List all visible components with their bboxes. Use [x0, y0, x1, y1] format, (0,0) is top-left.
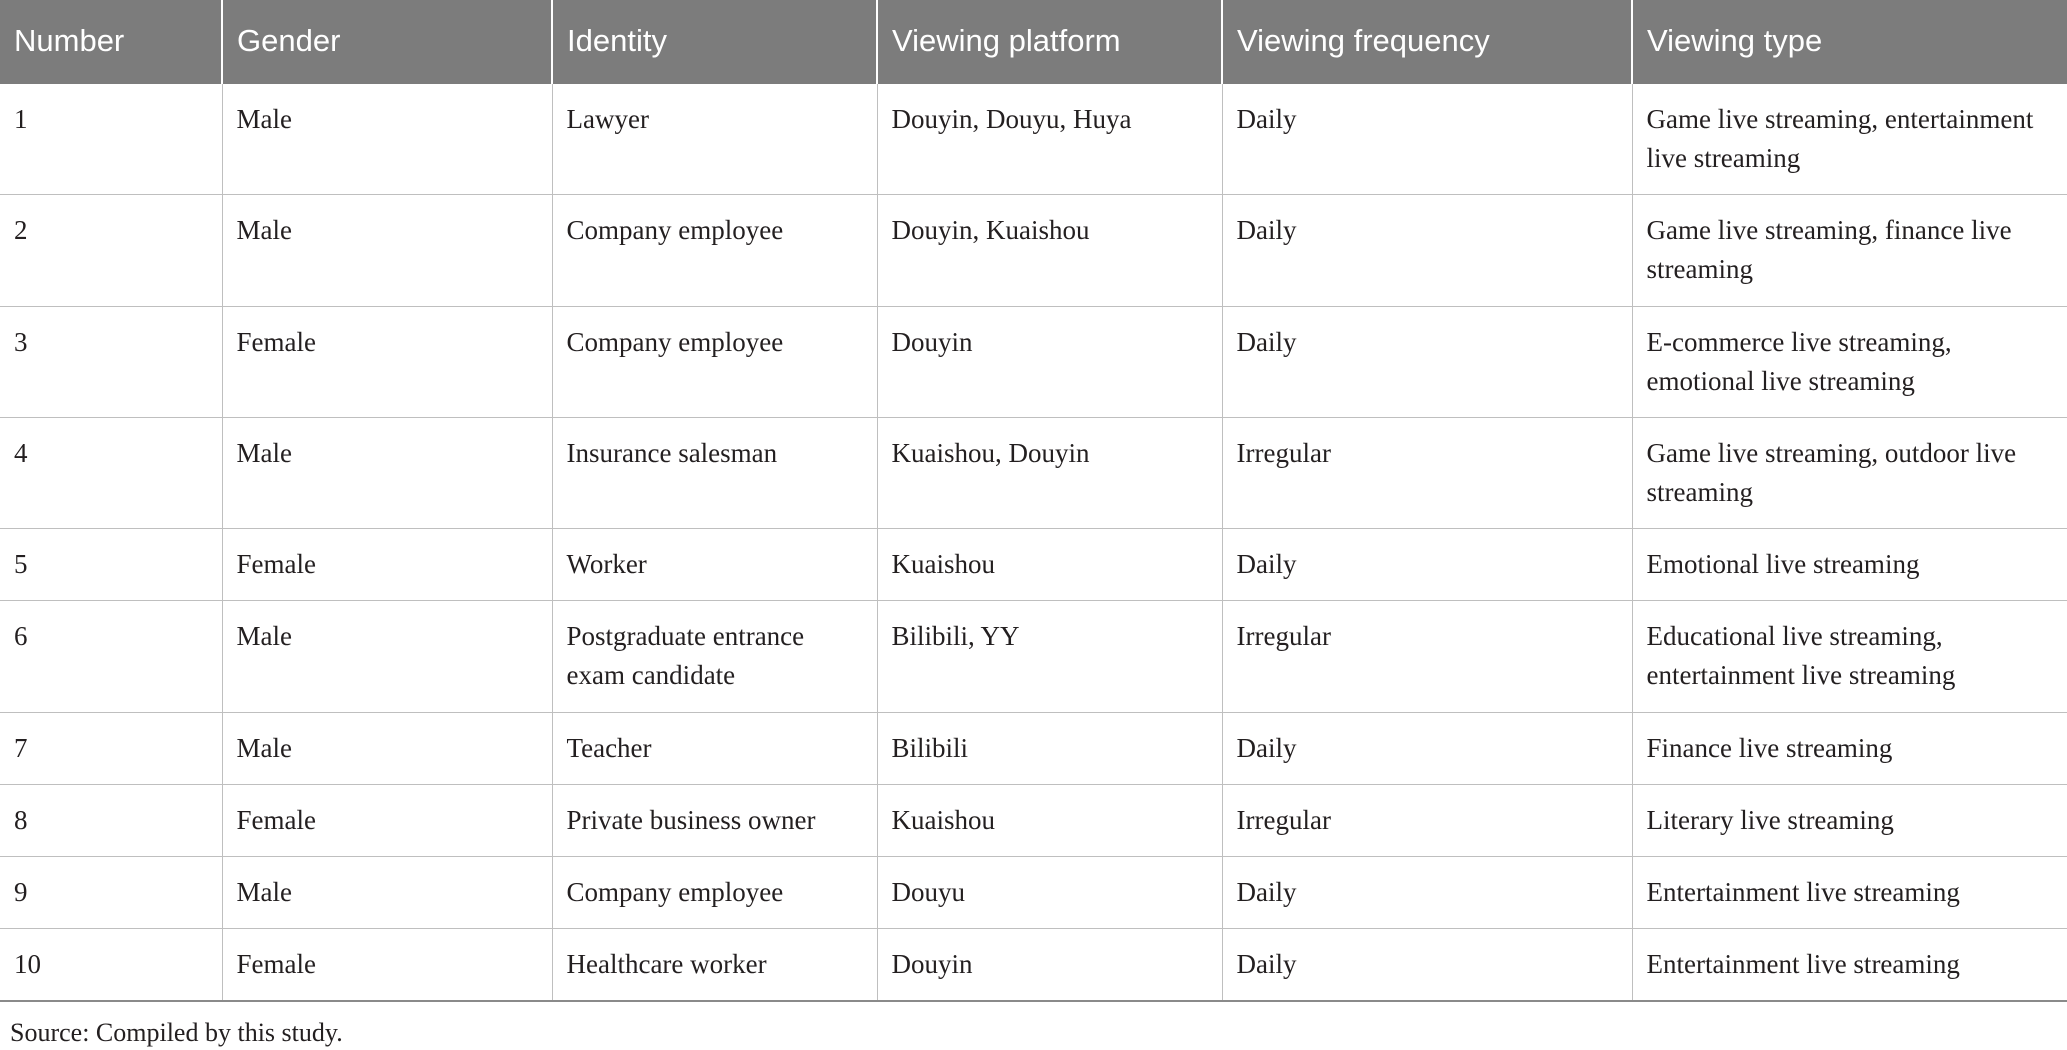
cell-gender: Female [222, 928, 552, 1001]
cell-type: Entertainment live streaming [1632, 856, 2067, 928]
cell-frequency: Daily [1222, 856, 1632, 928]
cell-platform: Douyin [877, 306, 1222, 417]
cell-platform: Kuaishou, Douyin [877, 417, 1222, 528]
column-header-identity: Identity [552, 0, 877, 84]
cell-frequency: Irregular [1222, 417, 1632, 528]
cell-type: Educational live streaming, entertainment live streaming [1632, 601, 2067, 712]
cell-platform: Kuaishou [877, 529, 1222, 601]
cell-gender: Male [222, 84, 552, 195]
table-row [0, 784, 2067, 856]
cell-type: Finance live streaming [1632, 712, 2067, 784]
table-row [0, 417, 2067, 528]
table-row [0, 195, 2067, 306]
cell-identity: Company employee [552, 195, 877, 306]
cell-frequency: Daily [1222, 529, 1632, 601]
column-header-gender: Gender [222, 0, 552, 84]
cell-type: Game live streaming, outdoor live streaming [1632, 417, 2067, 528]
cell-platform: Douyin, Douyu, Huya [877, 84, 1222, 195]
cell-identity: Lawyer [552, 84, 877, 195]
table-row [0, 84, 2067, 195]
cell-gender: Male [222, 712, 552, 784]
column-header-number: Number [0, 0, 222, 84]
cell-identity: Healthcare worker [552, 928, 877, 1001]
cell-number: 7 [0, 712, 222, 784]
cell-platform: Bilibili, YY [877, 601, 1222, 712]
cell-frequency: Irregular [1222, 601, 1632, 712]
cell-number: 9 [0, 856, 222, 928]
column-header-type: Viewing type [1632, 0, 2067, 84]
cell-gender: Female [222, 306, 552, 417]
cell-identity: Company employee [552, 306, 877, 417]
cell-number: 3 [0, 306, 222, 417]
table-row [0, 306, 2067, 417]
cell-number: 2 [0, 195, 222, 306]
cell-number: 6 [0, 601, 222, 712]
table-header [0, 0, 2067, 84]
cell-identity: Insurance salesman [552, 417, 877, 528]
cell-platform: Kuaishou [877, 784, 1222, 856]
cell-identity: Postgraduate entrance exam candidate [552, 601, 877, 712]
source-note: Source: Compiled by this study. [10, 1018, 343, 1048]
table-body [0, 84, 2067, 1001]
table-row [0, 601, 2067, 712]
table-header-row [0, 0, 2067, 84]
cell-platform: Douyin [877, 928, 1222, 1001]
cell-type: E-commerce live streaming, emotional live streaming [1632, 306, 2067, 417]
cell-gender: Male [222, 601, 552, 712]
cell-number: 8 [0, 784, 222, 856]
cell-number: 5 [0, 529, 222, 601]
cell-number: 1 [0, 84, 222, 195]
cell-identity: Company employee [552, 856, 877, 928]
cell-gender: Male [222, 856, 552, 928]
cell-platform: Bilibili [877, 712, 1222, 784]
column-header-frequency: Viewing frequency [1222, 0, 1632, 84]
cell-platform: Douyin, Kuaishou [877, 195, 1222, 306]
table-row [0, 856, 2067, 928]
table-row [0, 529, 2067, 601]
cell-frequency: Daily [1222, 84, 1632, 195]
cell-number: 10 [0, 928, 222, 1001]
cell-type: Game live streaming, entertainment live streaming [1632, 84, 2067, 195]
table-row [0, 928, 2067, 1001]
table-row [0, 712, 2067, 784]
column-header-platform: Viewing platform [877, 0, 1222, 84]
cell-gender: Male [222, 195, 552, 306]
cell-frequency: Daily [1222, 712, 1632, 784]
cell-type: Emotional live streaming [1632, 529, 2067, 601]
cell-platform: Douyu [877, 856, 1222, 928]
cell-frequency: Irregular [1222, 784, 1632, 856]
cell-gender: Male [222, 417, 552, 528]
cell-identity: Teacher [552, 712, 877, 784]
cell-identity: Private business owner [552, 784, 877, 856]
cell-frequency: Daily [1222, 928, 1632, 1001]
cell-identity: Worker [552, 529, 877, 601]
cell-gender: Female [222, 529, 552, 601]
cell-gender: Female [222, 784, 552, 856]
cell-type: Entertainment live streaming [1632, 928, 2067, 1001]
cell-type: Game live streaming, finance live streaming [1632, 195, 2067, 306]
cell-frequency: Daily [1222, 306, 1632, 417]
cell-type: Literary live streaming [1632, 784, 2067, 856]
cell-number: 4 [0, 417, 222, 528]
cell-frequency: Daily [1222, 195, 1632, 306]
